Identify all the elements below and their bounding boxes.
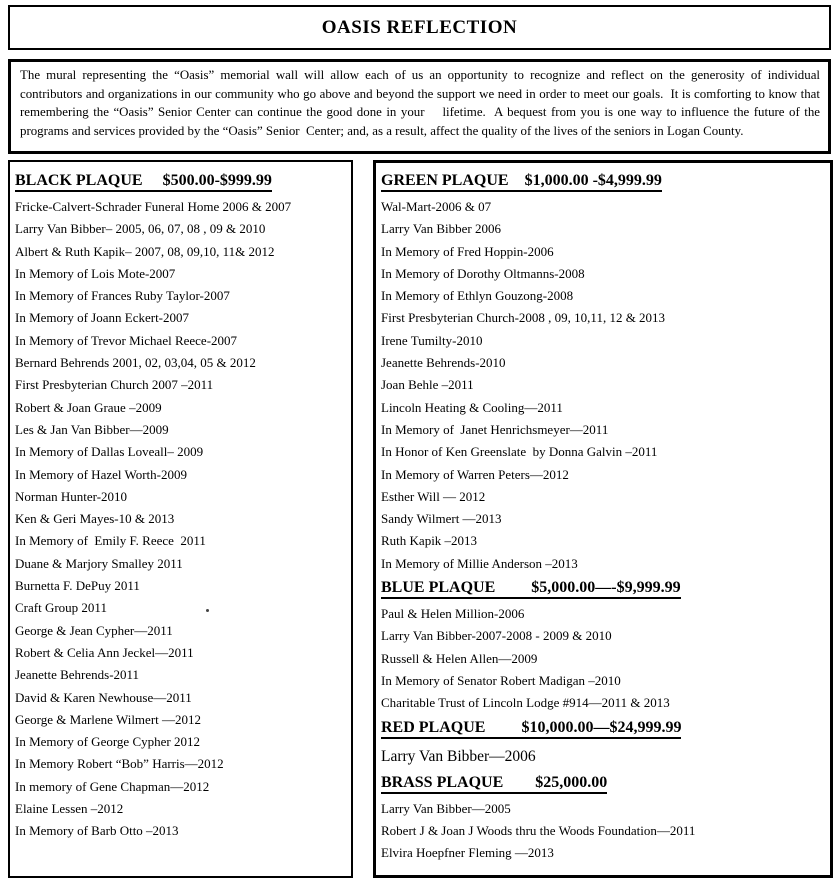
donor-entry: Robert J & Joan J Woods thru the Woods Foundation—2011 <box>381 822 696 838</box>
donor-entry: Bernard Behrends 2001, 02, 03,04, 05 & 2012 <box>15 355 256 371</box>
donor-entry: Robert & Celia Ann Jeckel—2011 <box>15 644 194 660</box>
left-plaque-sections <box>15 169 349 843</box>
donor-entry: Ruth Kapik –2013 <box>381 533 478 549</box>
plaque-section <box>381 576 828 714</box>
section-heading-text: BLACK PLAQUE $500.00-$999.99 <box>15 172 272 192</box>
donor-entry: In Memory of Dorothy Oltmanns-2008 <box>381 265 585 281</box>
donor-entry: Duane & Marjory Smalley 2011 <box>15 555 183 571</box>
donor-entry: David & Karen Newhouse—2011 <box>15 689 192 705</box>
donor-list <box>381 798 828 865</box>
donor-entry: Norman Hunter-2010 <box>15 488 128 504</box>
donor-entry: In Memory of Trevor Michael Reece-2007 <box>15 332 238 348</box>
donor-entry: In Memory of Janet Henrichsmeyer—2011 <box>381 421 609 437</box>
donor-entry: Elaine Lessen –2012 <box>15 801 124 817</box>
donor-entry: Craft Group 2011 <box>15 600 107 616</box>
donor-entry: In Memory of Barb Otto –2013 <box>15 823 179 839</box>
donor-entry: In Memory of Ethlyn Gouzong-2008 <box>381 288 574 304</box>
donor-entry: In Memory of Senator Robert Madigan –2010 <box>381 672 621 688</box>
donor-entry: Larry Van Bibber 2006 <box>381 221 501 237</box>
donor-entry: Charitable Trust of Lincoln Lodge #914—2011 & 2013 <box>381 695 670 711</box>
section-heading-text: BRASS PLAQUE $25,000.00 <box>381 774 607 794</box>
donor-entry: First Presbyterian Church 2007 –2011 <box>15 377 214 393</box>
donor-entry: Jeanette Behrends-2011 <box>15 667 140 683</box>
donor-list <box>381 743 828 770</box>
donor-entry: Les & Jan Van Bibber—2009 <box>15 421 169 437</box>
left-column <box>8 160 353 878</box>
donor-entry: Robert & Joan Graue –2009 <box>15 399 162 415</box>
donor-entry: In Memory of George Cypher 2012 <box>15 734 200 750</box>
donor-entry: Larry Van Bibber—2005 <box>381 800 511 816</box>
donor-entry: In memory of Gene Chapman—2012 <box>15 778 210 794</box>
donor-entry: Larry Van Bibber-2007-2008 - 2009 & 2010 <box>381 628 612 644</box>
donor-entry: In Memory of Joann Eckert-2007 <box>15 310 190 326</box>
page-title: OASIS REFLECTION <box>321 16 518 38</box>
plaque-section <box>15 169 349 843</box>
donor-entry: Larry Van Bibber—2006 <box>381 747 536 765</box>
section-heading-text: GREEN PLAQUE $1,000.00 -$4,999.99 <box>381 172 662 192</box>
donor-entry: Jeanette Behrends-2010 <box>381 355 506 371</box>
section-heading <box>381 169 828 193</box>
donor-entry: Fricke-Calvert-Schrader Funeral Home 2006 & 2007 <box>15 199 292 214</box>
donor-entry: Esther Will — 2012 <box>381 488 486 504</box>
donor-list <box>381 603 828 714</box>
donor-entry: Lincoln Heating & Cooling—2011 <box>381 399 563 415</box>
section-heading-text: RED PLAQUE $10,000.00—$24,999.99 <box>381 719 681 739</box>
donor-entry: Wal-Mart-2006 & 07 <box>381 199 492 214</box>
stray-ink-dot <box>206 609 209 612</box>
donor-entry: Burnetta F. DePuy 2011 <box>15 578 140 594</box>
right-column <box>373 160 833 878</box>
donor-entry: In Memory of Frances Ruby Taylor-2007 <box>15 288 230 304</box>
donor-entry: In Memory Robert “Bob” Harris—2012 <box>15 756 224 772</box>
donor-entry: Sandy Wilmert —2013 <box>381 511 502 527</box>
donor-entry: Joan Behle –2011 <box>381 377 474 393</box>
donor-entry: Albert & Ruth Kapik– 2007, 08, 09,10, 11& 2012 <box>15 243 275 259</box>
donor-entry: In Memory of Lois Mote-2007 <box>15 265 176 281</box>
donor-entry: In Honor of Ken Greenslate by Donna Galvin –2011 <box>381 444 658 460</box>
donor-entry: In Memory of Hazel Worth-2009 <box>15 466 188 482</box>
section-heading <box>381 771 828 795</box>
donor-entry: George & Marlene Wilmert —2012 <box>15 711 202 727</box>
donor-entry: In Memory of Warren Peters—2012 <box>381 466 569 482</box>
section-heading <box>381 576 828 600</box>
donor-list <box>15 196 349 843</box>
intro-paragraph: The mural representing the “Oasis” memorial wall will allow each of us an opportunity to recognize and reflect on the generosity of individual contributors and organizations in our community who go above and beyond the support we need in order to meet our goals. It is comforting to know that remembering the “Oasis” Senior Center can continue the good done in your lifetime. A bequest from you is one way to influence the future of the programs and services provided by the “Oasis” Senior Center; and, as a result, affect the quality of the lives of the seniors in Logan County. <box>20 68 827 138</box>
donor-entry: Irene Tumilty-2010 <box>381 332 483 348</box>
donor-entry: Paul & Helen Million-2006 <box>381 606 525 622</box>
plaque-section <box>381 169 828 575</box>
intro-box <box>8 59 831 154</box>
section-heading <box>381 716 828 740</box>
plaque-section <box>381 716 828 770</box>
title-box <box>8 5 831 50</box>
donor-entry: In Memory of Emily F. Reece 2011 <box>15 533 206 549</box>
donor-entry: Russell & Helen Allen—2009 <box>381 650 538 666</box>
donor-entry: George & Jean Cypher—2011 <box>15 622 173 638</box>
donor-entry: Ken & Geri Mayes-10 & 2013 <box>15 511 175 527</box>
section-heading <box>15 169 349 193</box>
donor-entry: Larry Van Bibber– 2005, 06, 07, 08 , 09 & 2010 <box>15 221 266 237</box>
donor-entry: In Memory of Millie Anderson –2013 <box>381 555 578 571</box>
donor-entry: Elvira Hoepfner Fleming —2013 <box>381 845 554 861</box>
donor-entry: First Presbyterian Church-2008 , 09, 10,11, 12 & 2013 <box>381 310 666 326</box>
right-plaque-sections <box>381 169 828 864</box>
donor-entry: In Memory of Fred Hoppin-2006 <box>381 243 554 259</box>
donor-list <box>381 196 828 575</box>
donor-entry: In Memory of Dallas Loveall– 2009 <box>15 444 204 460</box>
section-heading-text: BLUE PLAQUE $5,000.00—-$9,999.99 <box>381 579 681 599</box>
plaque-section <box>381 771 828 865</box>
